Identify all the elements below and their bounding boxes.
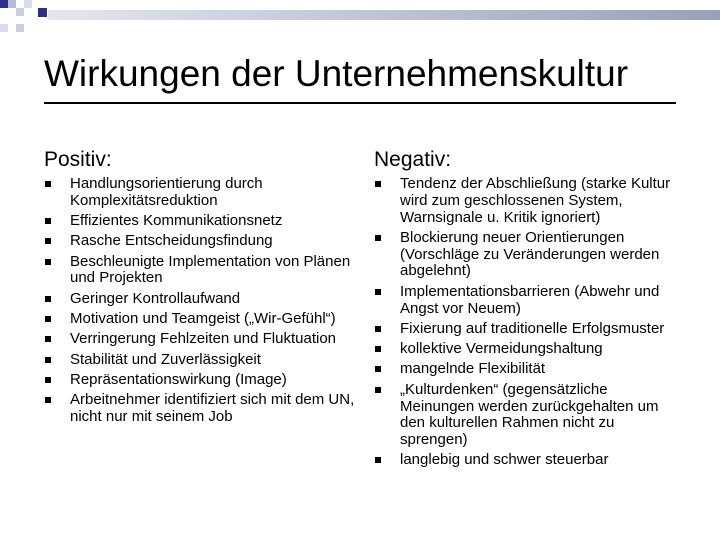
square-bullet-icon xyxy=(375,387,381,393)
list-item xyxy=(70,352,358,369)
list-item xyxy=(70,233,358,250)
square-bullet-icon xyxy=(45,218,51,224)
square-bullet-icon xyxy=(375,289,381,295)
square-bullet-icon xyxy=(45,357,51,363)
square-bullet-icon xyxy=(375,181,381,187)
list-item-text: Effizientes Kommunikationsnetz xyxy=(70,212,283,230)
corner-square-decoration xyxy=(16,24,24,32)
list-item-text: Repräsentationswirkung (Image) xyxy=(70,370,287,388)
list-item-text: Beschleunigte Implementation von Plänen und Projekten xyxy=(70,252,351,287)
list-item xyxy=(400,321,685,338)
list-item xyxy=(70,291,358,308)
title-underline xyxy=(44,102,676,104)
list-item xyxy=(70,392,358,426)
list-item-text: Arbeitnehmer identifiziert sich mit dem UN, nicht nur mit seinem Job xyxy=(70,391,355,426)
corner-square-decoration xyxy=(8,0,16,8)
square-bullet-icon xyxy=(45,397,51,403)
list-item-text: Rasche Entscheidungsfindung xyxy=(70,232,273,250)
square-bullet-icon xyxy=(375,346,381,352)
list-item-text: Verringerung Fehlzeiten und Fluktuation xyxy=(70,330,337,348)
corner-square-decoration xyxy=(16,8,24,16)
header-stripe xyxy=(48,10,720,20)
corner-square-decoration xyxy=(24,0,32,8)
corner-square-decoration xyxy=(0,24,8,32)
list-item xyxy=(400,361,685,378)
list-item xyxy=(70,372,358,389)
list-item-text: „Kulturdenken“ (gegensätzliche Meinungen werden zurückgehalten um den kulturellen Rahmen nicht zu sprengen) xyxy=(400,380,659,449)
list-item-text: Geringer Kontrollaufwand xyxy=(70,289,241,307)
square-bullet-icon xyxy=(375,235,381,241)
list-item xyxy=(400,341,685,358)
square-bullet-icon xyxy=(45,296,51,302)
square-bullet-icon xyxy=(45,316,51,322)
square-bullet-icon xyxy=(45,377,51,383)
square-bullet-icon xyxy=(375,457,381,463)
list-item-text: Handlungsorientierung durch Komplexitätsreduktion xyxy=(70,175,263,209)
square-bullet-icon xyxy=(45,181,51,187)
list-item xyxy=(70,331,358,348)
list-item xyxy=(70,176,358,210)
list-item-text: Fixierung auf traditionelle Erfolgsmuster xyxy=(400,319,665,337)
list-item-text: Stabilität und Zuverlässigkeit xyxy=(70,350,261,368)
list-item xyxy=(400,176,685,226)
list-item-text: kollektive Vermeidungshaltung xyxy=(400,340,603,358)
list-item-text: Blockierung neuer Orientierungen (Vorschläge zu Veränderungen werden abgelehnt) xyxy=(400,228,660,280)
list-item xyxy=(70,213,358,230)
positive-heading: Positiv: xyxy=(44,148,112,171)
negative-list xyxy=(400,176,685,473)
square-bullet-icon xyxy=(45,336,51,342)
list-item xyxy=(400,284,685,318)
square-bullet-icon xyxy=(45,238,51,244)
list-item xyxy=(70,311,358,328)
list-item-text: Tendenz der Abschließung (starke Kultur wird zum geschlossenen System, Warnsignale u. Kritik ignoriert) xyxy=(400,175,671,226)
negative-heading: Negativ: xyxy=(374,148,452,171)
corner-square-decoration xyxy=(38,8,47,17)
list-item xyxy=(70,254,358,288)
positive-list xyxy=(70,176,358,429)
corner-square-decoration xyxy=(0,0,8,8)
list-item xyxy=(400,452,685,469)
list-item-text: Motivation und Teamgeist („Wir-Gefühl“) xyxy=(70,310,336,328)
list-item-text: Implementationsbarrieren (Abwehr und Angst vor Neuem) xyxy=(400,282,660,317)
list-item xyxy=(400,230,685,280)
square-bullet-icon xyxy=(375,326,381,332)
list-item xyxy=(400,382,685,449)
list-item-text: langlebig und schwer steuerbar xyxy=(400,451,609,469)
square-bullet-icon xyxy=(45,259,51,265)
square-bullet-icon xyxy=(375,366,381,372)
slide-title: Wirkungen der Unternehmenskultur xyxy=(44,53,629,94)
list-item-text: mangelnde Flexibilität xyxy=(400,360,546,378)
